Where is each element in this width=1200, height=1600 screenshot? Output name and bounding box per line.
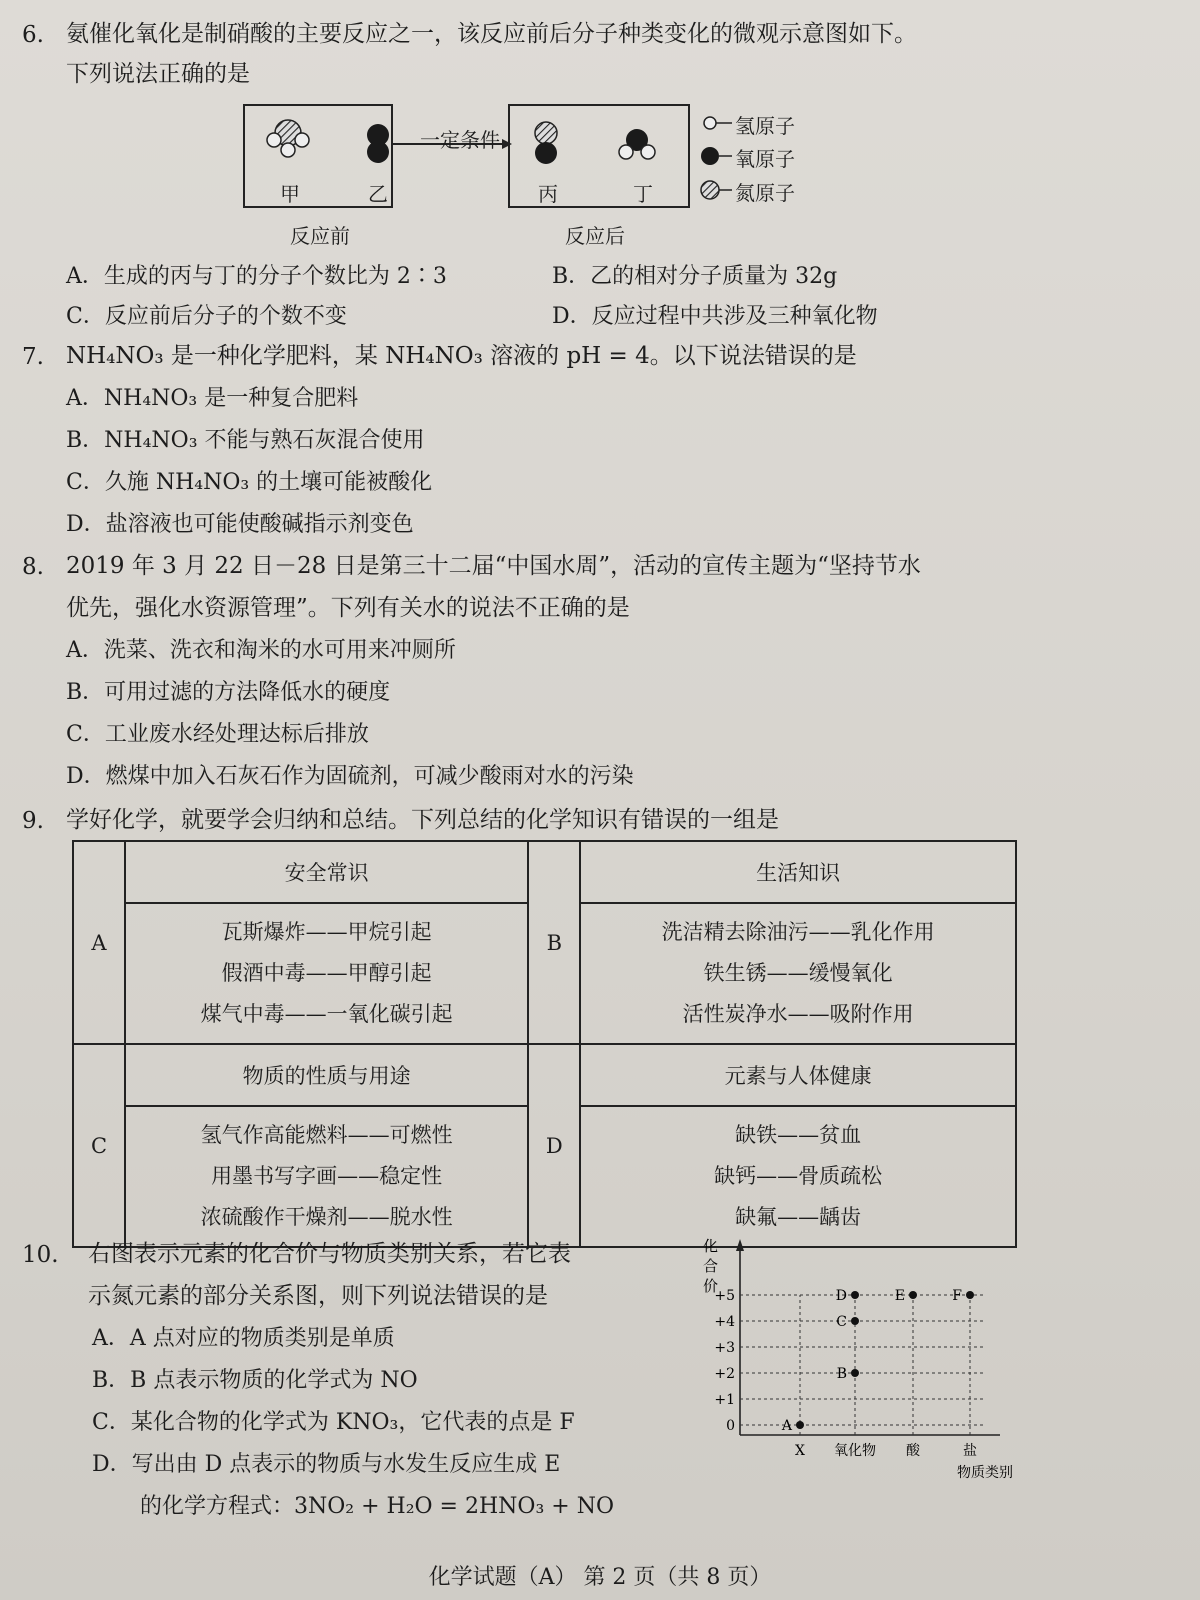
- q6-option-c: C．反应前后分子的个数不变: [66, 304, 347, 329]
- y-tick-label: 0: [726, 1418, 735, 1434]
- q8-stem-line1: 2019 年 3 月 22 日－28 日是第三十二届“中国水周”，活动的宣传主题为“坚持节水: [66, 553, 921, 579]
- table-item: 缺氟——龋齿: [735, 1205, 862, 1229]
- q10-option-d: D．写出由 D 点表示的物质与水发生反应生成 E: [92, 1452, 561, 1477]
- data-point: [909, 1291, 917, 1299]
- label-jia: 甲: [280, 182, 300, 206]
- table-item: 缺铁——贫血: [735, 1123, 862, 1147]
- table-key-a: A: [73, 841, 125, 1044]
- y-axis-arrow: [736, 1239, 744, 1251]
- q6-stem-line2: 下列说法正确的是: [66, 61, 250, 87]
- y-tick-label: +4: [714, 1314, 735, 1330]
- q7-option-b: B．NH₄NO₃ 不能与熟石灰混合使用: [66, 428, 425, 453]
- y-axis-label: 化: [703, 1237, 719, 1255]
- table-item: 洗洁精去除油污——乳化作用: [661, 920, 935, 944]
- table-item: 用墨书写字画——稳定性: [211, 1164, 443, 1188]
- q6-option-d: D．反应过程中共涉及三种氧化物: [552, 304, 878, 329]
- q7-option-c: C．久施 NH₄NO₃ 的土壤可能被酸化: [66, 470, 433, 495]
- q8-stem-line2: 优先，强化水资源管理”。下列有关水的说法不正确的是: [66, 595, 630, 621]
- y-axis-label: 价: [703, 1277, 719, 1295]
- caption-before: 反应前: [290, 224, 350, 248]
- table-item: 假酒中毒——甲醇引起: [221, 961, 432, 985]
- label-bing: 丙: [538, 182, 558, 206]
- table-title-a: 安全常识: [125, 841, 528, 903]
- legend-symbols: [700, 110, 740, 210]
- ammonia-molecule: [267, 120, 309, 157]
- caption-after: 反应后: [565, 224, 625, 248]
- y-tick-label: +1: [714, 1392, 735, 1408]
- legend-oxygen: 氧原子: [735, 147, 795, 171]
- x-tick-label: 酸: [906, 1443, 920, 1459]
- q9-knowledge-table: [72, 840, 1017, 1248]
- q7-option-a: A．NH₄NO₃ 是一种复合肥料: [66, 386, 359, 411]
- q8-option-d: D．燃煤中加入石灰石作为固硫剂，可减少酸雨对水的污染: [66, 764, 634, 789]
- table-title-c: 物质的性质与用途: [125, 1044, 528, 1106]
- table-item: 浓硫酸作干燥剂——脱水性: [200, 1205, 453, 1229]
- data-point: [851, 1291, 859, 1299]
- arrow-condition-label: 一定条件: [420, 128, 500, 152]
- q9-number: 9.: [22, 808, 44, 834]
- data-point-label: C: [836, 1314, 847, 1330]
- table-cell-c: [125, 1106, 528, 1247]
- table-item: 缺钙——骨质疏松: [714, 1164, 883, 1188]
- table-key-c: C: [73, 1044, 125, 1247]
- data-point-label: F: [952, 1288, 962, 1304]
- q6-option-b: B．乙的相对分子质量为 32g: [552, 264, 838, 289]
- data-point: [796, 1421, 804, 1429]
- q6-option-a: A．生成的丙与丁的分子个数比为 2∶3: [66, 264, 447, 289]
- oxygen-molecule: [367, 124, 389, 163]
- q6-number: 6.: [22, 22, 44, 48]
- q10-option-c: C．某化合物的化学式为 KNO₃，它代表的点是 F: [92, 1410, 575, 1435]
- q7-stem: NH₄NO₃ 是一种化学肥料，某 NH₄NO₃ 溶液的 pH = 4。以下说法错误的是: [66, 343, 857, 369]
- table-key-d: D: [528, 1044, 580, 1247]
- table-item: 煤气中毒——一氧化碳引起: [200, 1002, 453, 1026]
- x-tick-label: 盐: [963, 1443, 977, 1459]
- page-footer: 化学试题（A） 第 2 页（共 8 页）: [428, 1565, 772, 1590]
- y-tick-label: +5: [714, 1288, 735, 1304]
- x-tick-label: 氧化物: [834, 1443, 876, 1459]
- data-point-label: D: [835, 1288, 847, 1304]
- water-molecule: [619, 129, 655, 159]
- x-axis-label: 物质类别: [957, 1465, 1013, 1481]
- table-item: 瓦斯爆炸——甲烷引起: [221, 920, 432, 944]
- q8-option-b: B．可用过滤的方法降低水的硬度: [66, 680, 391, 705]
- q9-stem: 学好化学，就要学会归纳和总结。下列总结的化学知识有错误的一组是: [66, 807, 779, 833]
- table-title-d: 元素与人体健康: [580, 1044, 1016, 1106]
- y-axis-label: 合: [703, 1257, 719, 1275]
- q10-number: 10.: [22, 1242, 59, 1268]
- table-item: 铁生锈——缓慢氧化: [703, 961, 893, 985]
- q10-option-b: B．B 点表示物质的化学式为 NO: [92, 1368, 418, 1393]
- q10-stem-line2: 示氮元素的部分关系图，则下列说法错误的是: [88, 1283, 548, 1309]
- q6-stem-line1: 氨催化氧化是制硝酸的主要反应之一，该反应前后分子种类变化的微观示意图如下。: [66, 21, 917, 47]
- legend-nitrogen: 氮原子: [735, 181, 795, 205]
- q10-option-d-equation: 的化学方程式：3NO₂ + H₂O = 2HNO₃ + NO: [140, 1494, 614, 1519]
- x-tick-label: X: [795, 1443, 805, 1459]
- table-title-b: 生活知识: [580, 841, 1016, 903]
- table-item: 活性炭净水——吸附作用: [682, 1002, 914, 1026]
- table-key-b: B: [528, 841, 580, 1044]
- data-point: [851, 1369, 859, 1377]
- table-cell-b: [580, 903, 1016, 1044]
- data-point-label: A: [781, 1418, 792, 1434]
- q7-option-d: D．盐溶液也可能使酸碱指示剂变色: [66, 512, 414, 537]
- data-point-label: E: [894, 1288, 905, 1304]
- table-item: 氢气作高能燃料——可燃性: [200, 1123, 453, 1147]
- q8-option-a: A．洗菜、洗衣和淘米的水可用来冲厕所: [66, 638, 456, 663]
- q10-option-a: A．A 点对应的物质类别是单质: [92, 1326, 395, 1351]
- y-tick-label: +3: [714, 1340, 735, 1356]
- legend-hydrogen: 氢原子: [735, 114, 795, 138]
- q8-option-c: C．工业废水经处理达标后排放: [66, 722, 369, 747]
- nitric-oxide-molecule: [535, 122, 557, 164]
- data-point-label: B: [836, 1366, 847, 1382]
- q7-number: 7.: [22, 344, 44, 370]
- table-cell-a: [125, 903, 528, 1044]
- table-cell-d: [580, 1106, 1016, 1247]
- q10-stem-line1: 右图表示元素的化合价与物质类别关系，若它表: [88, 1241, 571, 1267]
- y-tick-label: +2: [714, 1366, 735, 1382]
- data-point: [966, 1291, 974, 1299]
- label-yi: 乙: [368, 182, 388, 206]
- valence-chart: [695, 1235, 1065, 1495]
- q8-number: 8.: [22, 554, 44, 580]
- data-point: [851, 1317, 859, 1325]
- molecule-drawings: [240, 100, 690, 210]
- label-ding: 丁: [633, 182, 653, 206]
